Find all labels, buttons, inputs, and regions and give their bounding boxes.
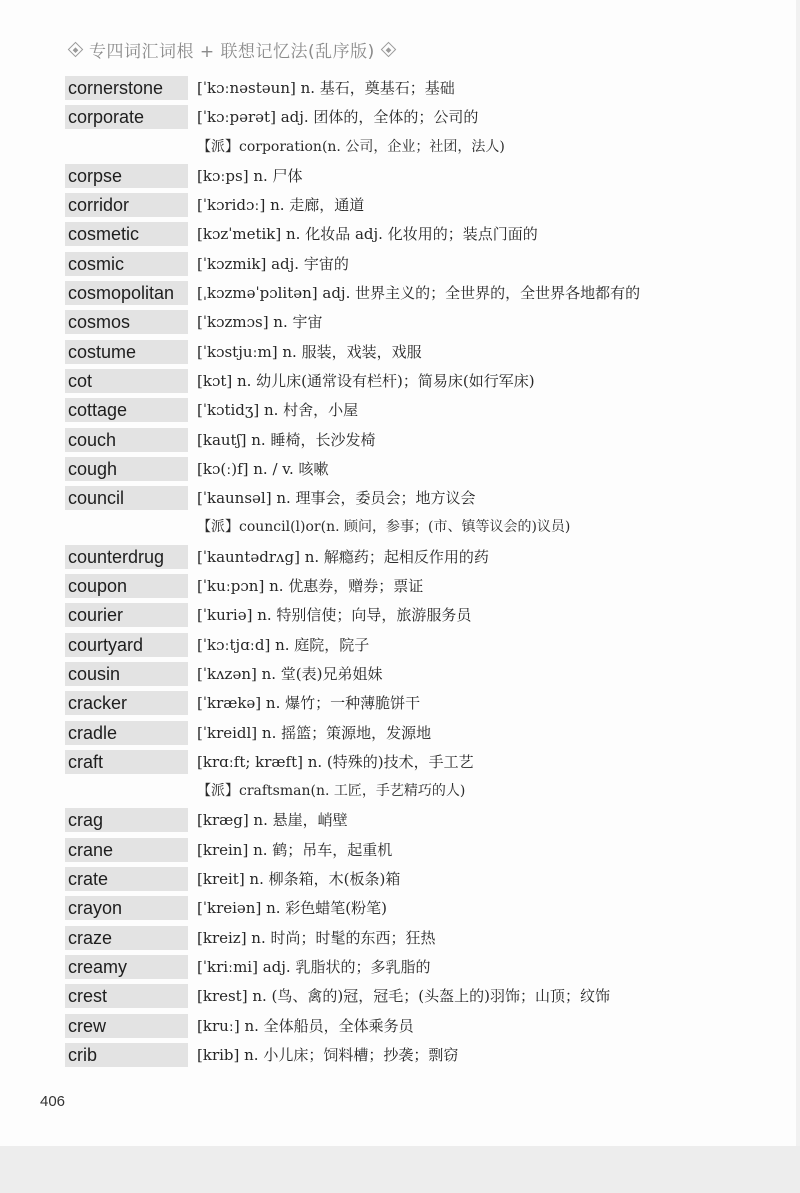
vocab-entry xyxy=(65,660,785,689)
derived-word-entry xyxy=(65,133,785,162)
derived-word: 【派】council(l)or(n. 顾问，参事；(市、镇等议会的)议员) xyxy=(197,519,571,536)
headword: cot xyxy=(65,369,188,393)
headword: cosmopolitan xyxy=(65,281,188,305)
headword: craft xyxy=(65,750,188,774)
headword: crate xyxy=(65,867,188,891)
headword: cottage xyxy=(65,398,188,422)
definition: [kɔzˈmetik] n. 化妆品 adj. 化妆用的；装点门面的 xyxy=(197,225,538,244)
headword: counterdrug xyxy=(65,545,188,569)
header-title: 专四词汇词根 + 联想记忆法(乱序版) xyxy=(89,41,375,62)
headword: corpse xyxy=(65,164,188,188)
headword: council xyxy=(65,486,188,510)
derived-word-entry xyxy=(65,777,785,806)
definition: [ˈkɔtidʒ] n. 村舍，小屋 xyxy=(197,401,359,420)
definition: [ˈkɔzmɔs] n. 宇宙 xyxy=(197,313,323,332)
vocab-entry xyxy=(65,924,785,953)
definition: [kræg] n. 悬崖，峭壁 xyxy=(197,811,348,830)
vocabulary-list xyxy=(65,74,785,1070)
definition: [ˈkaunsəl] n. 理事会，委员会；地方议会 xyxy=(197,489,476,508)
vocab-entry xyxy=(65,367,785,396)
vocab-entry xyxy=(65,865,785,894)
vocab-entry xyxy=(65,74,785,103)
definition: [ˌkɔzməˈpɔlitən] adj. 世界主义的；全世界的，全世界各地都有的 xyxy=(197,284,641,303)
diamond-ornament-icon xyxy=(68,41,84,57)
derived-word: 【派】craftsman(n. 工匠，手艺精巧的人) xyxy=(197,783,466,800)
vocab-entry xyxy=(65,426,785,455)
headword: creamy xyxy=(65,955,188,979)
vocab-entry xyxy=(65,1012,785,1041)
vocab-entry xyxy=(65,953,785,982)
vocab-entry xyxy=(65,308,785,337)
vocab-entry xyxy=(65,543,785,572)
vocab-entry xyxy=(65,484,785,513)
headword: cosmos xyxy=(65,310,188,334)
definition: [ˈkɔːnəstəun] n. 基石，奠基石；基础 xyxy=(197,79,455,97)
headword: courtyard xyxy=(65,633,188,657)
definition: [ˈkɔːtjɑːd] n. 庭院，院子 xyxy=(197,635,370,654)
definition: [kreiz] n. 时尚；时髦的东西；狂热 xyxy=(197,928,436,947)
headword: crane xyxy=(65,838,188,862)
headword: cosmetic xyxy=(65,222,188,246)
vocab-entry xyxy=(65,455,785,484)
headword: cousin xyxy=(65,662,188,686)
definition: [ˈkriːmi] adj. 乳脂状的；多乳脂的 xyxy=(197,957,431,976)
vocab-entry xyxy=(65,162,785,191)
headword: couch xyxy=(65,428,188,452)
vocab-entry xyxy=(65,719,785,748)
headword: corridor xyxy=(65,193,188,217)
definition: [ˈkreiən] n. 彩色蜡笔(粉笔) xyxy=(197,899,387,918)
vocab-entry xyxy=(65,220,785,249)
headword: corporate xyxy=(65,105,188,129)
definition: [ˈkauntədrʌg] n. 解瘾药；起相反作用的药 xyxy=(197,547,489,566)
vocab-entry xyxy=(65,250,785,279)
vocab-entry xyxy=(65,689,785,718)
definition: [ˈkrækə] n. 爆竹；一种薄脆饼干 xyxy=(197,694,421,713)
vocab-entry xyxy=(65,836,785,865)
vocab-entry xyxy=(65,279,785,308)
headword: costume xyxy=(65,340,188,364)
vocab-entry xyxy=(65,631,785,660)
definition: [ˈkreidl] n. 摇篮；策源地，发源地 xyxy=(197,723,432,742)
headword: courier xyxy=(65,603,188,627)
vocab-entry xyxy=(65,1041,785,1070)
definition: [krɑːft; kræft] n. (特殊的)技术，手工艺 xyxy=(197,752,474,771)
definition: [ˈkuriə] n. 特别信使；向导，旅游服务员 xyxy=(197,606,472,625)
definition: [krein] n. 鹤；吊车，起重机 xyxy=(197,840,393,859)
running-header xyxy=(62,36,402,62)
headword: crest xyxy=(65,984,188,1008)
headword: crag xyxy=(65,808,188,832)
definition: [ˈkuːpɔn] n. 优惠券，赠券；票证 xyxy=(197,577,424,596)
headword: coupon xyxy=(65,574,188,598)
vocab-entry xyxy=(65,806,785,835)
vocab-entry xyxy=(65,601,785,630)
vocab-entry xyxy=(65,338,785,367)
definition: [kautʃ] n. 睡椅，长沙发椅 xyxy=(197,430,376,449)
page-number: 406 xyxy=(40,1093,66,1110)
headword: crib xyxy=(65,1043,188,1067)
vocab-entry xyxy=(65,982,785,1011)
definition: [kɔt] n. 幼儿床(通常设有栏杆)；简易床(如行军床) xyxy=(197,371,535,390)
headword: crew xyxy=(65,1014,188,1038)
headword: cracker xyxy=(65,691,188,715)
definition: [kɔːps] n. 尸体 xyxy=(197,166,303,185)
definition: [ˈkɔːpərət] adj. 团体的，全体的；公司的 xyxy=(197,108,479,127)
definition: [ˈkɔzmik] adj. 宇宙的 xyxy=(197,254,349,273)
derived-word: 【派】corporation(n. 公司，企业；社团，法人) xyxy=(197,138,505,155)
headword: crayon xyxy=(65,896,188,920)
definition: [kɔ(ː)f] n. / v. 咳嗽 xyxy=(197,459,329,478)
definition: [krest] n. (鸟、禽的)冠，冠毛；(头盔上的)羽饰；山顶；纹饰 xyxy=(197,987,610,1006)
definition: [ˈkɔstjuːm] n. 服装，戏装，戏服 xyxy=(197,342,422,361)
headword: cough xyxy=(65,457,188,481)
headword: cornerstone xyxy=(65,76,188,100)
vocab-entry xyxy=(65,572,785,601)
headword: cosmic xyxy=(65,252,188,276)
vocab-entry xyxy=(65,396,785,425)
definition: [krib] n. 小儿床；饲料槽；抄袭；剽窃 xyxy=(197,1045,459,1064)
headword: cradle xyxy=(65,721,188,745)
headword: craze xyxy=(65,926,188,950)
definition: [ˈkɔridɔː] n. 走廊，通道 xyxy=(197,196,365,215)
definition: [kruː] n. 全体船员，全体乘务员 xyxy=(197,1016,414,1035)
derived-word-entry xyxy=(65,513,785,542)
page-background xyxy=(0,1146,800,1193)
vocab-entry xyxy=(65,103,785,132)
vocab-entry xyxy=(65,894,785,923)
diamond-ornament-icon xyxy=(381,41,397,57)
vocab-entry xyxy=(65,748,785,777)
definition: [ˈkʌzən] n. 堂(表)兄弟姐妹 xyxy=(197,664,383,683)
definition: [kreit] n. 柳条箱，木(板条)箱 xyxy=(197,870,401,889)
vocab-entry xyxy=(65,191,785,220)
